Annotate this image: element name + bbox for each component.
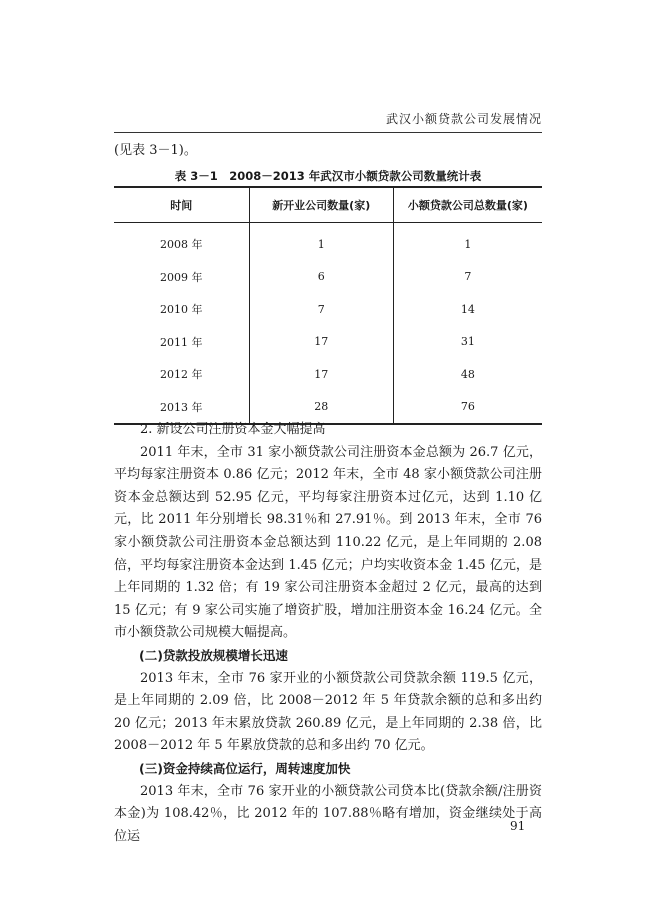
table-row [114, 293, 542, 326]
header-year: 时间 [114, 187, 249, 223]
cell-new-count: 28 [249, 391, 393, 425]
table-row [114, 326, 542, 359]
cell-total-count: 76 [393, 391, 542, 425]
cell-new-count: 17 [249, 358, 393, 391]
cell-year: 2010 年 [160, 303, 203, 317]
paragraph-registered-capital: 2011 年末，全市 31 家小额贷款公司注册资本金总额为 26.7 亿元，平均每家注册资本 0.86 亿元；2012 年末，全市 48 家小额贷款公司注册资本金总额达到 52.95 亿元，平均每家注册资本过亿元，达到 1.10 亿元，比 2011 年分别增长 98.31％和 27.91％。到 2013 年末，全市 76 家小额贷款公司注册资本金总额达到 110.22 亿元，是上年同期的 2.08 倍，平均每家注册资本金达到 1.45 亿元；户均实收资本金 1.45 亿元，是上年同期的 1.32 倍；有 19 家公司注册资本金超过 2 亿元，最高的达到 15 亿元；有 9 家公司实施了增资扩股，增加注册资本金 16.24 亿元。全市小额贷款公司规模大幅提高。 [114, 444, 542, 641]
section-title-capital-turnover: (三)资金持续高位运行，周转速度加快 [139, 760, 351, 776]
cell-total-count: 14 [460, 302, 475, 316]
cell-total-count: 1 [464, 237, 472, 251]
header-total-companies: 小额贷款公司总数量(家) [393, 187, 542, 223]
cell-new-count: 7 [249, 293, 393, 326]
cell-total-count: 7 [464, 270, 472, 284]
company-count-table [114, 186, 542, 425]
cell-year: 2008 年 [160, 238, 203, 252]
table-row [114, 261, 542, 294]
cell-new-count: 1 [249, 223, 393, 261]
paragraph-loan-growth: 2013 年末，全市 76 家开业的小额贷款公司贷款余额 119.5 亿元，是上年同期的 2.09 倍，比 2008－2012 年 5 年贷款余额的总和多出约 20 亿元；2013 年末累放贷款 260.89 亿元，是上年同期的 2.38 倍，比 2008－2012 年 5 年累放贷款的总和多出约 70 亿元。 [114, 670, 542, 754]
cell-year: 2013 年 [114, 391, 249, 425]
body-text [114, 419, 542, 848]
cell-year: 2011 年 [160, 335, 203, 349]
cell-total-count: 31 [460, 335, 475, 349]
table-row [114, 223, 542, 261]
header-new-companies: 新开业公司数量(家) [249, 187, 393, 223]
cell-new-count: 17 [249, 326, 393, 359]
cell-new-count: 6 [249, 261, 393, 294]
subsection-title: 2. 新设公司注册资本金大幅提高 [140, 422, 326, 437]
table-reference-text: (见表 3－1)。 [114, 143, 197, 158]
table-row [114, 358, 542, 391]
section-title-loans: (二)贷款投放规模增长迅速 [139, 647, 288, 663]
table-header-row [114, 187, 542, 223]
page-number: 91 [510, 819, 526, 833]
cell-total-count: 48 [460, 367, 475, 381]
running-header: 武汉小额贷款公司发展情况 [114, 110, 542, 133]
paragraph-capital-ratio: 2013 年末，全市 76 家开业的小额贷款公司贷本比(贷款余额/注册资本金)为 108.42％，比 2012 年的 107.88％略有增加，资金继续处于高位运 [114, 783, 542, 844]
cell-year: 2012 年 [160, 368, 203, 382]
table-caption: 表 3－1 2008－2013 年武汉市小额贷款公司数量统计表 [174, 169, 482, 183]
cell-year: 2009 年 [160, 270, 203, 284]
